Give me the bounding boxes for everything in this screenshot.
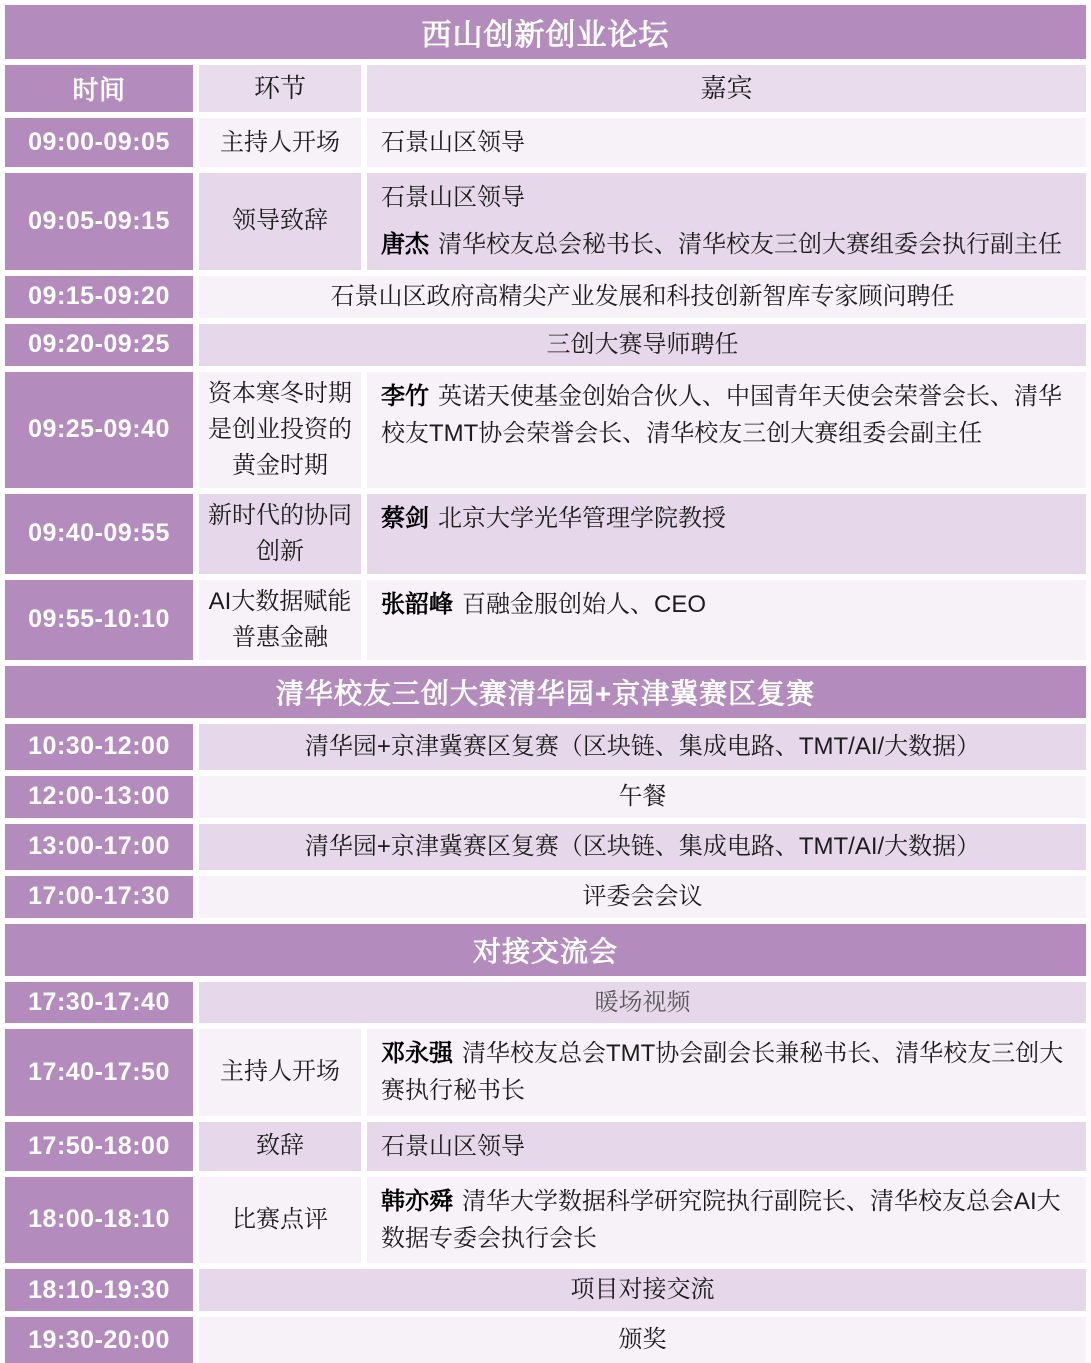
guest-name: 李竹 <box>381 382 429 410</box>
table-row <box>5 824 1086 870</box>
table-title: 西山创新创业论坛 <box>5 5 1086 59</box>
merged-cell: 清华园+京津冀赛区复赛（区块链、集成电路、TMT/AI/大数据） <box>199 824 1086 870</box>
guest-name: 韩亦舜 <box>381 1187 453 1215</box>
table-row <box>5 372 1086 488</box>
segment-cell: AI大数据赋能普惠金融 <box>199 580 361 660</box>
time-cell: 09:00-09:05 <box>5 118 193 167</box>
table-row <box>5 580 1086 660</box>
table-row <box>5 724 1086 770</box>
segment-cell: 主持人开场 <box>199 118 361 167</box>
guest-title: 百融金服创始人、CEO <box>462 590 707 618</box>
guest-cell <box>367 118 1086 167</box>
guest-text <box>381 1035 1072 1109</box>
table-row <box>5 118 1086 167</box>
guest-name: 唐杰 <box>381 231 429 259</box>
guest-cell <box>367 1029 1086 1115</box>
merged-cell: 石景山区政府高精尖产业发展和科技创新智库专家顾问聘任 <box>199 276 1086 318</box>
time-cell: 17:40-17:50 <box>5 1029 193 1115</box>
merged-cell: 颁奖 <box>199 1317 1086 1363</box>
section-header-networking: 对接交流会 <box>5 924 1086 976</box>
column-header-time: 时间 <box>5 65 193 112</box>
segment-cell: 致辞 <box>199 1122 361 1171</box>
time-cell: 09:20-09:25 <box>5 324 193 366</box>
table-row <box>5 776 1086 818</box>
guest-text: 石景山区领导 <box>381 184 525 212</box>
guest-text <box>381 1183 1072 1257</box>
table-row <box>5 324 1086 366</box>
guest-title: 清华校友总会TMT协会副会长兼秘书长、清华校友三创大赛执行秘书长 <box>381 1040 1064 1105</box>
time-cell: 09:40-09:55 <box>5 494 193 574</box>
table-row <box>5 1177 1086 1263</box>
guest-cell <box>367 1122 1086 1171</box>
guest-name: 蔡剑 <box>381 504 429 532</box>
merged-cell: 清华园+京津冀赛区复赛（区块链、集成电路、TMT/AI/大数据） <box>199 724 1086 770</box>
merged-cell: 暖场视频 <box>199 982 1086 1024</box>
section-header-semifinal: 清华校友三创大赛清华园+京津冀赛区复赛 <box>5 666 1086 718</box>
segment-cell: 资本寒冬时期是创业投资的黄金时期 <box>199 372 361 488</box>
table-row <box>5 276 1086 318</box>
time-cell: 09:55-10:10 <box>5 580 193 660</box>
table-row <box>5 1122 1086 1171</box>
guest-text <box>381 586 706 623</box>
table-row <box>5 173 1086 269</box>
guest-title: 清华大学数据科学研究院执行副院长、清华校友总会AI大数据专委会执行会长 <box>381 1187 1061 1252</box>
schedule-table <box>5 5 1086 1363</box>
merged-cell: 项目对接交流 <box>199 1269 1086 1311</box>
guest-text <box>381 226 1062 263</box>
time-cell: 17:00-17:30 <box>5 876 193 918</box>
guest-name: 张韶峰 <box>381 590 453 618</box>
segment-cell: 新时代的协同创新 <box>199 494 361 574</box>
guest-cell <box>367 494 1086 574</box>
guest-name: 邓永强 <box>381 1040 453 1068</box>
guest-text: 石景山区领导 <box>381 129 525 156</box>
time-cell: 09:05-09:15 <box>5 173 193 269</box>
guest-cell <box>367 372 1086 488</box>
time-cell: 18:10-19:30 <box>5 1269 193 1311</box>
header-row <box>5 65 1086 112</box>
guest-cell <box>367 1177 1086 1263</box>
column-header-segment: 环节 <box>199 65 361 112</box>
column-header-guest: 嘉宾 <box>367 65 1086 112</box>
time-cell: 19:30-20:00 <box>5 1317 193 1363</box>
merged-cell: 评委会会议 <box>199 876 1086 918</box>
segment-cell: 领导致辞 <box>199 173 361 269</box>
time-cell: 13:00-17:00 <box>5 824 193 870</box>
table-row <box>5 494 1086 574</box>
table-row <box>5 1269 1086 1311</box>
guest-text: 石景山区领导 <box>381 1132 525 1160</box>
table-row <box>5 1029 1086 1115</box>
table-row <box>5 982 1086 1024</box>
guest-text <box>381 500 726 537</box>
time-cell: 17:50-18:00 <box>5 1122 193 1171</box>
time-cell: 12:00-13:00 <box>5 776 193 818</box>
guest-cell <box>367 580 1086 660</box>
time-cell: 10:30-12:00 <box>5 724 193 770</box>
guest-title: 英诺天使基金创始合伙人、中国青年天使会荣誉会长、清华校友TMT协会荣誉会长、清华校友三创大赛组委会副主任 <box>381 382 1062 447</box>
table-row <box>5 876 1086 918</box>
segment-cell: 主持人开场 <box>199 1029 361 1115</box>
time-cell: 18:00-18:10 <box>5 1177 193 1263</box>
guest-title: 北京大学光华管理学院教授 <box>438 504 726 532</box>
segment-cell: 比赛点评 <box>199 1177 361 1263</box>
time-cell: 09:25-09:40 <box>5 372 193 488</box>
merged-cell: 三创大赛导师聘任 <box>199 324 1086 366</box>
guest-title: 清华校友总会秘书长、清华校友三创大赛组委会执行副主任 <box>438 231 1062 259</box>
guest-cell <box>367 173 1086 269</box>
merged-cell: 午餐 <box>199 776 1086 818</box>
table-row <box>5 1317 1086 1363</box>
guest-text <box>381 378 1072 452</box>
time-cell: 09:15-09:20 <box>5 276 193 318</box>
time-cell: 17:30-17:40 <box>5 982 193 1024</box>
